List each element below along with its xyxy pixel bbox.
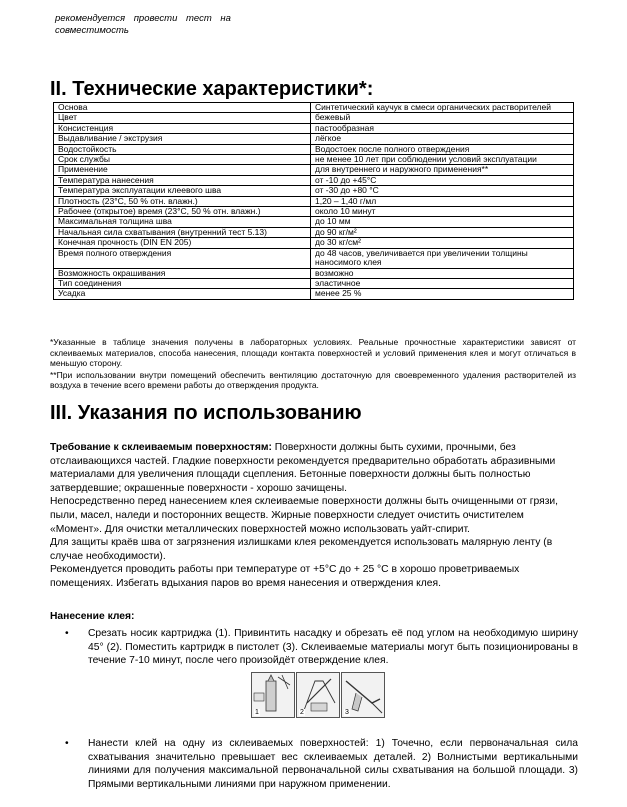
spec-label: Температура эксплуатации клеевого шва xyxy=(54,186,311,196)
spec-row xyxy=(54,196,574,206)
spec-row xyxy=(54,289,574,299)
spec-row xyxy=(54,134,574,144)
spec-label: Максимальная толщина шва xyxy=(54,217,311,227)
spec-label: Возможность окрашивания xyxy=(54,268,311,278)
spec-value: от -30 до +80 °С xyxy=(311,186,574,196)
spec-label: Рабочее (открытое) время (23°С, 50 % отн. влажн.) xyxy=(54,207,311,217)
temperature-paragraph: Рекомендуется проводить работы при температуре от +5°С до + 25 °С в хорошо проветриваемых помещениях. Избегать вдыхания паров во время нанесения и отверждения клея. xyxy=(50,564,520,589)
bullet-cartridge-steps: Срезать носик картриджа (1). Привинтить насадку и обрезать её под углом на необходимую ширину 45° (2). Поместить картридж в пистолет (3). Склеиваемые материалы могут быть позиционированы в течение 7-10 минут, после чего произойдёт отверждение клея. xyxy=(88,628,578,667)
spec-value: 1,20 – 1,40 г/мл xyxy=(311,196,574,206)
figure-number-2: 2 xyxy=(300,709,304,716)
spec-row xyxy=(54,227,574,237)
figure-number-3: 3 xyxy=(345,709,349,716)
spec-row xyxy=(54,238,574,248)
spec-row xyxy=(54,268,574,278)
spec-label: Время полного отверждения xyxy=(54,248,311,268)
spec-label: Начальная сила схватывания (внутренний тест 5.13) xyxy=(54,227,311,237)
section-title-technical: II. Технические характеристики*: xyxy=(50,78,374,100)
spec-value: около 10 минут xyxy=(311,207,574,217)
spec-row xyxy=(54,175,574,185)
bullet-glyph-2: • xyxy=(65,738,69,749)
spec-row xyxy=(54,103,574,113)
apply-heading: Нанесение клея: xyxy=(50,611,135,622)
spec-label: Плотность (23°С, 50 % отн. влажн.) xyxy=(54,196,311,206)
figure-cut-nozzle xyxy=(251,672,295,718)
cleaning-paragraph: Непосредственно перед нанесением клея склеиваемые поверхности должны быть очищенными от грязи, пыли, масел, наледи и посторонних веществ. Жирные поверхности следует очистить очистителем «Момент». Для очистки металлических поверхностей можно использовать уайт-спирит. xyxy=(50,496,559,535)
spec-row xyxy=(54,217,574,227)
spec-label: Тип соединения xyxy=(54,278,311,288)
spec-row xyxy=(54,278,574,288)
spec-label: Конечная прочность (DIN EN 205) xyxy=(54,238,311,248)
figure-attach-nozzle xyxy=(296,672,340,718)
spec-value: не менее 10 лет при соблюдении условий эксплуатации xyxy=(311,155,574,165)
spec-label: Основа xyxy=(54,103,311,113)
specifications-table xyxy=(53,102,574,300)
spec-row xyxy=(54,207,574,217)
surface-requirements-text: Поверхности должны быть сухими, прочными, без отслаивающихся частей. Гладкие поверхности рекомендуется предварительно обработать абразивными материалами для увеличения площади сцепления. Бетонные поверхности должны быть полностью затвердевшие; окрашенные поверхности - хорошо зачищены. xyxy=(50,442,556,494)
compatibility-test-note: рекомендуется провести тест на совместимость xyxy=(55,13,231,36)
figure-insert-gun xyxy=(341,672,385,718)
footnote-lab-conditions: *Указанные в таблице значения получены в лабораторных условиях. Реальные прочностные характеристики зависят от склеиваемых материалов, способа нанесения, площади контакта поверхностей и условий применения клея и могут отличаться в меньшую сторону. xyxy=(50,337,576,369)
spec-row xyxy=(54,186,574,196)
spec-label: Срок службы xyxy=(54,155,311,165)
figure-number-1: 1 xyxy=(255,709,259,716)
spec-label: Водостойкость xyxy=(54,144,311,154)
usage-body xyxy=(50,441,578,591)
spec-row xyxy=(54,144,574,154)
bullet-application-methods: Нанести клей на одну из склеиваемых поверхностей: 1) Точечно, если первоначальная сила схватывания значительно превышает вес склеиваемых деталей. 2) Волнистыми вертикальными линиями для получения максимальной первоначальной силы схватывания на большой площади. 3) Прямыми вертикальными линиями при наружном применении. xyxy=(88,738,578,790)
spec-row xyxy=(54,155,574,165)
spec-value: Синтетический каучук в смеси органических растворителей xyxy=(311,103,574,113)
table-footnotes xyxy=(50,337,576,392)
spec-value: до 90 кг/м² xyxy=(311,227,574,237)
section-title-usage: III. Указания по использованию xyxy=(50,402,362,424)
spec-value: до 10 мм xyxy=(311,217,574,227)
surface-requirements-heading: Требование к склеиваемым поверхностям: xyxy=(50,442,272,453)
spec-value: возможно xyxy=(311,268,574,278)
footnote-ventilation: **При использовании внутри помещений обеспечить вентиляцию достаточную для своевременного удаления растворителей из воздуха в течение всего времени работы до отверждения продукта. xyxy=(50,369,576,391)
spec-label: Выдавливание / экструзия xyxy=(54,134,311,144)
spec-row xyxy=(54,165,574,175)
spec-label: Температура нанесения xyxy=(54,175,311,185)
spec-value: менее 25 % xyxy=(311,289,574,299)
surface-requirements-paragraph xyxy=(50,441,578,495)
bullet-glyph: • xyxy=(65,628,69,639)
spec-value: Водостоек после полного отверждения xyxy=(311,144,574,154)
masking-tape-paragraph: Для защиты краёв шва от загрязнения излишками клея рекомендуется использовать малярную ленту (в случае необходимости). xyxy=(50,537,553,562)
spec-value: эластичное xyxy=(311,278,574,288)
spec-row xyxy=(54,123,574,133)
spec-label: Усадка xyxy=(54,289,311,299)
spec-value: бежевый xyxy=(311,113,574,123)
spec-label: Применение xyxy=(54,165,311,175)
spec-row xyxy=(54,113,574,123)
spec-value: до 30 кг/см² xyxy=(311,238,574,248)
spec-value: от -10 до +45°С xyxy=(311,175,574,185)
spec-label: Цвет xyxy=(54,113,311,123)
spec-value: пастообразная xyxy=(311,123,574,133)
spec-value: до 48 часов, увеличивается при увеличении толщины наносимого клея xyxy=(311,248,574,268)
spec-label: Консистенция xyxy=(54,123,311,133)
spec-value: для внутреннего и наружного применения** xyxy=(311,165,574,175)
spec-row xyxy=(54,248,574,268)
spec-value: лёгкое xyxy=(311,134,574,144)
